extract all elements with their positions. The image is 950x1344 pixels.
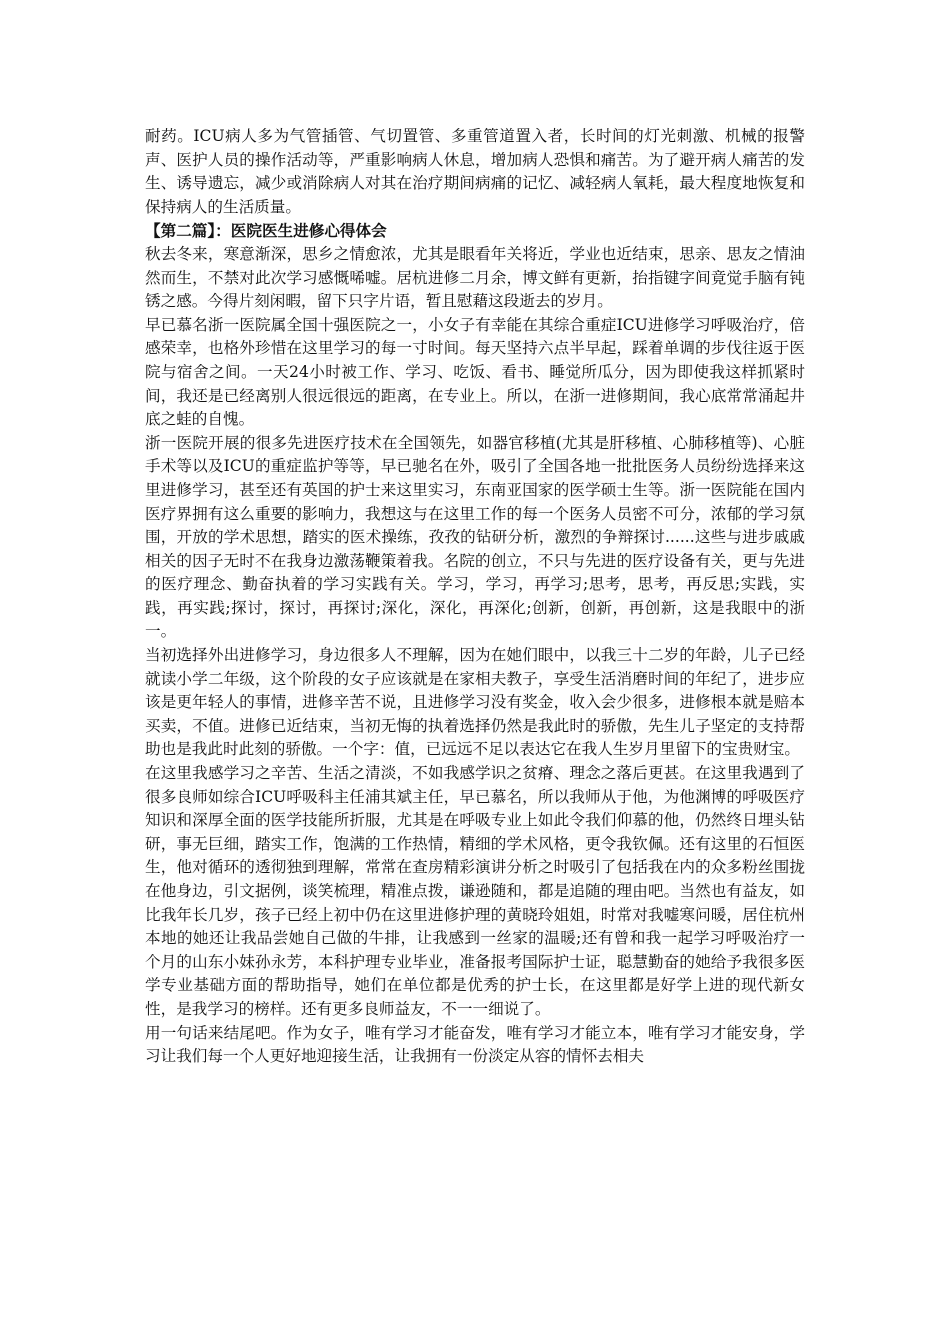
paragraph-2: 早已慕名浙一医院属全国十强医院之一，小女子有幸能在其综合重症ICU进修学习呼吸治疗，倍感荣幸，也格外珍惜在这里学习的每一寸时间。每天坚持六点半早起，踩着单调的步伐往返于医院与宿舍之间。一天24小时被工作、学习、吃饭、看书、睡觉所瓜分，因为即使我这样抓紧时间，我还是已经离别人很远很远的距离，在专业上。所以，在浙一进修期间，我心底常常涌起井底之蛙的自愧。 bbox=[145, 315, 805, 429]
paragraph-1: 秋去冬来，寒意渐深，思乡之情愈浓，尤其是眼看年关将近，学业也近结束，思亲、思友之情油然而生，不禁对此次学习感慨唏嘘。居杭进修二月余，博文鲜有更新，抬指键字间竟觉手脑有钝锈之感。今得片刻闲暇，留下只字片语，暂且慰藉这段逝去的岁月。 bbox=[145, 244, 805, 311]
paragraph-continued: 耐药。ICU病人多为气管插管、气切置管、多重管道置入者，长时间的灯光刺激、机械的报警声、医护人员的操作活动等，严重影响病人休息，增加病人恐惧和痛苦。为了避开病人痛苦的发生、诱导遗忘，减少或消除病人对其在治疗期间病痛的记忆、减轻病人氧耗，最大程度地恢复和保持病人的生活质量。 bbox=[145, 127, 805, 216]
section-heading: 【第二篇】：医院医生进修心得体会 bbox=[145, 221, 387, 241]
document-body bbox=[145, 125, 805, 1069]
paragraph-5: 在这里我感学习之辛苦、生活之清淡，不如我感学识之贫瘠、理念之落后更甚。在这里我遇到了很多良师如综合ICU呼吸科主任浦其斌主任，早已慕名，所以我师从于他，为他渊博的呼吸医疗知识和深厚全面的医学技能所折服，尤其是在呼吸专业上如此令我们仰慕的他，仍然终日埋头钻研，事无巨细，踏实工作，饱满的工作热情，精细的学术风格，更令我钦佩。还有这里的石恒医生，他对循环的透彻独到理解，常常在查房精彩演讲分析之时吸引了包括我在内的众多粉丝围拢在他身边，引文据例，谈笑梳理，精准点拨，谦逊随和，都是追随的理由吧。当然也有益友，如比我年长几岁，孩子已经上初中仍在这里进修护理的黄晓玲姐姐，时常对我嘘寒问暖，居住杭州本地的她还让我品尝她自己做的牛排，让我感到一丝家的温暖;还有曾和我一起学习呼吸治疗一个月的山东小妹孙永芳，本科护理专业毕业，准备报考国际护士证，聪慧勤奋的她给予我很多医学专业基础方面的帮助指导，她们在单位都是优秀的护士长，在这里都是好学上进的现代新女性，是我学习的榜样。还有更多良师益友，不一一细说了。 bbox=[145, 764, 805, 1018]
paragraph-3: 浙一医院开展的很多先进医疗技术在全国领先，如器官移植(尤其是肝移植、心肺移植等)、心脏手术等以及ICU的重症监护等等，早已驰名在外，吸引了全国各地一批批医务人员纷纷选择来这里进修学习，甚至还有英国的护士来这里实习，东南亚国家的医学硕士生等。浙一医院能在国内医疗界拥有这么重要的影响力，我想这与在这里工作的每一个医务人员密不可分，浓郁的学习氛围，开放的学术思想，踏实的医术操练，孜孜的钻研分析，激烈的争辩探讨......这些与进步戚戚相关的因子无时不在我身边激荡鞭策着我。名院的创立，不只与先进的医疗设备有关，更与先进的医疗理念、勤奋执着的学习实践有关。学习，学习，再学习;思考，思考，再反思;实践，实践，再实践;探讨，探讨，再探讨;深化，深化，再深化;创新，创新，再创新，这是我眼中的浙一。 bbox=[145, 433, 805, 641]
paragraph-4: 当初选择外出进修学习，身边很多人不理解，因为在她们眼中，以我三十二岁的年龄，儿子已经就读小学二年级，这个阶段的女子应该就是在家相夫教子，享受生活消磨时间的年纪了，进步应该是更年轻人的事情，进修辛苦不说，且进修学习没有奖金，收入会少很多，进修根本就是赔本买卖，不值。进修已近结束，当初无悔的执着选择仍然是我此时的骄傲，先生儿子坚定的支持帮助也是我此时此刻的骄傲。一个字：值，已远远不足以表达它在我人生岁月里留下的宝贵财宝。 bbox=[145, 646, 805, 759]
paragraph-6: 用一句话来结尾吧。作为女子，唯有学习才能奋发，唯有学习才能立本，唯有学习才能安身，学习让我们每一个人更好地迎接生活，让我拥有一份淡定从容的情怀去相夫 bbox=[145, 1023, 805, 1066]
